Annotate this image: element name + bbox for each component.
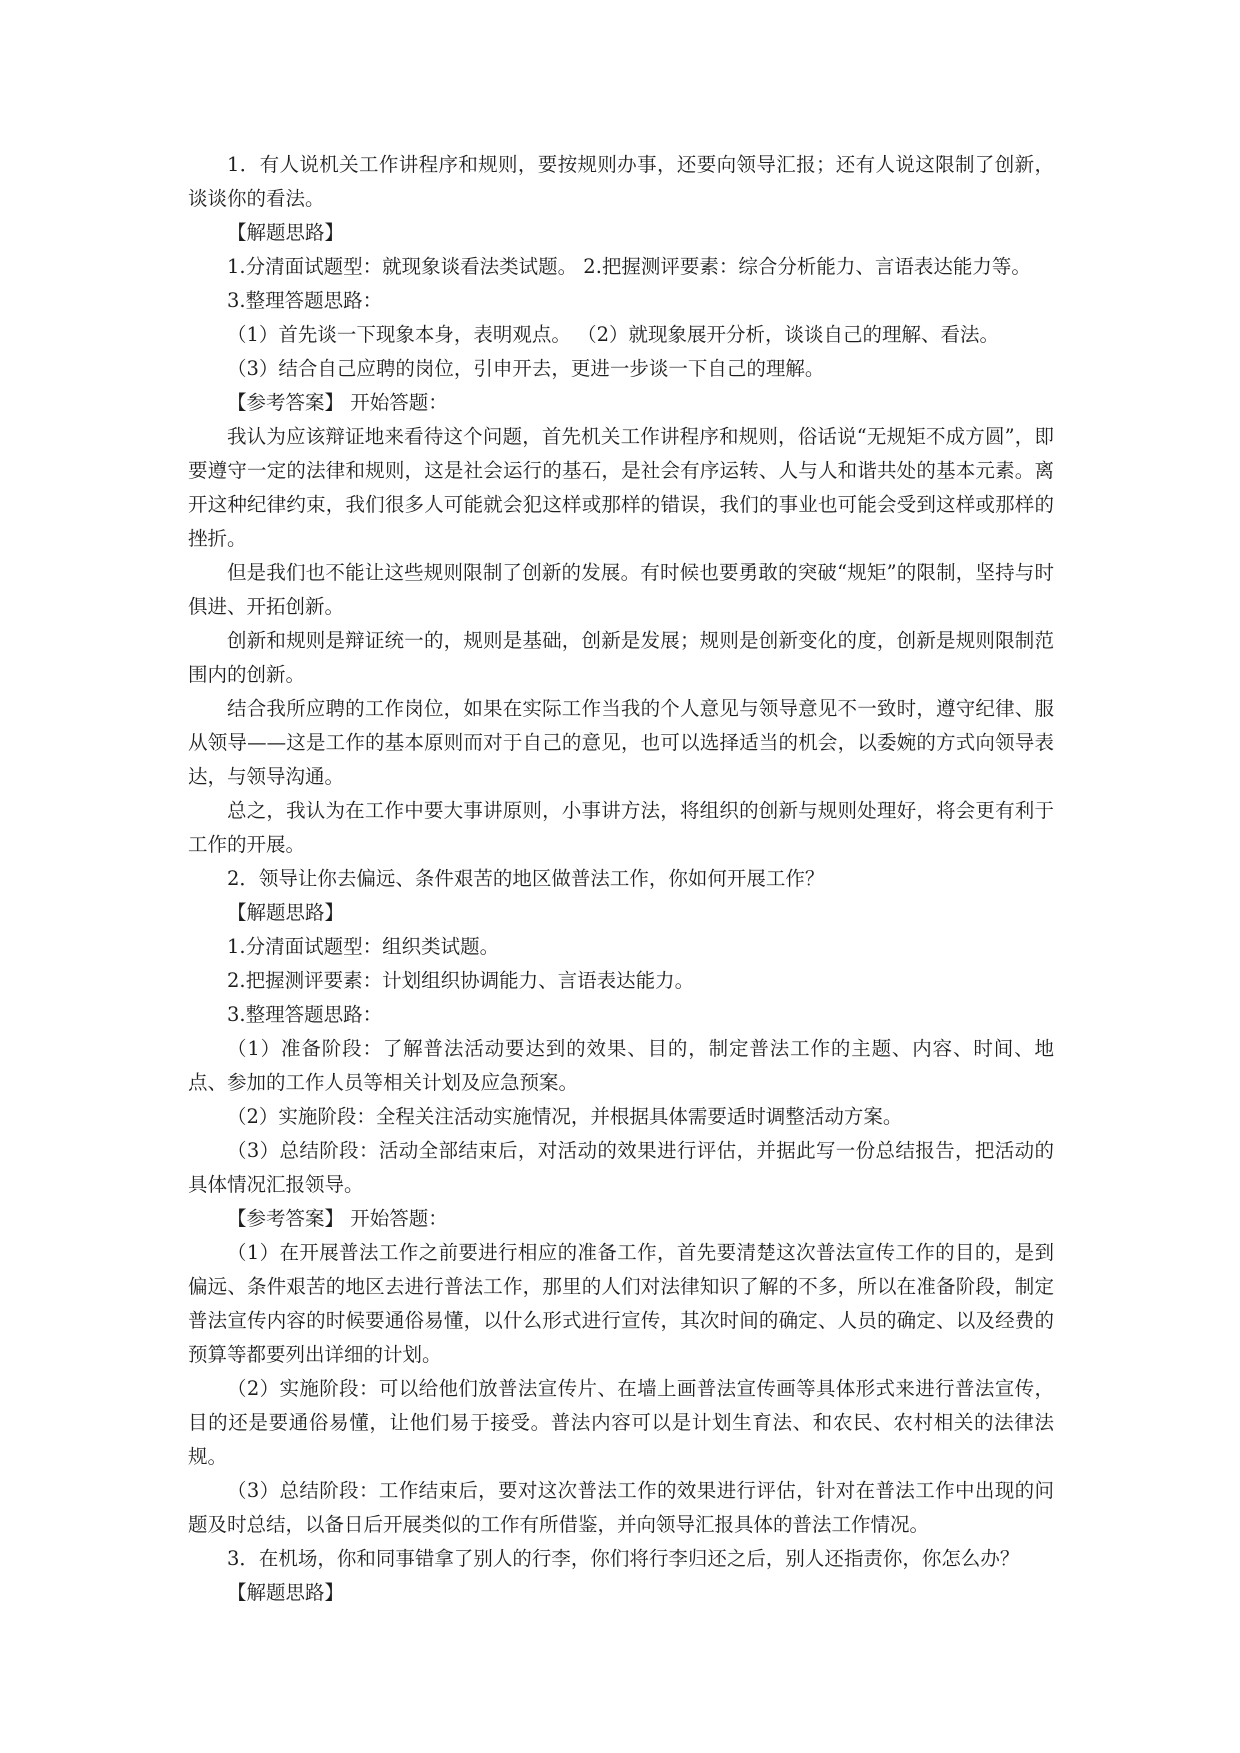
approach-substep: （2）实施阶段：全程关注活动实施情况，并根据具体需要适时调整活动方案。: [227, 1105, 903, 1128]
answer-paragraph: 但是我们也不能让这些规则限制了创新的发展。有时候也要勇敢的突破“规矩”的限制，坚持与时俱进、开拓创新。: [188, 561, 1054, 618]
section-heading-answer: 【参考答案】 开始答题：: [227, 1207, 448, 1230]
approach-substep: （3）总结阶段：活动全部结束后，对活动的效果进行评估，并据此写一份总结报告，把活动的具体情况汇报领导。: [188, 1139, 1054, 1196]
answer-paragraph: 结合我所应聘的工作岗位，如果在实际工作当我的个人意见与领导意见不一致时，遵守纪律、服从领导——这是工作的基本原则而对于自己的意见，也可以选择适当的机会，以委婉的方式向领导表达，与领导沟通。: [188, 697, 1054, 788]
approach-step: 1.分清面试题型：就现象谈看法类试题。 2.把握测评要素：综合分析能力、言语表达能力等。: [227, 255, 1031, 278]
answer-paragraph: （2）实施阶段：可以给他们放普法宣传片、在墙上画普法宣传画等具体形式来进行普法宣传，目的还是要通俗易懂，让他们易于接受。普法内容可以是计划生育法、和农民、农村相关的法律法规。: [188, 1377, 1054, 1468]
answer-paragraph: 我认为应该辩证地来看待这个问题，首先机关工作讲程序和规则，俗话说“无规矩不成方圆”，即要遵守一定的法律和规则，这是社会运行的基石，是社会有序运转、人与人和谐共处的基本元素。离开这种纪律约束，我们很多人可能就会犯这样或那样的错误，我们的事业也可能会受到这样或那样的挫折。: [188, 425, 1054, 550]
approach-step: 3.整理答题思路：: [227, 1003, 383, 1026]
document-page: [188, 148, 1054, 1610]
section-heading-answer: 【参考答案】 开始答题：: [227, 391, 448, 414]
question-3: 3．在机场，你和同事错拿了别人的行李，你们将行李归还之后，别人还指责你，你怎么办？: [227, 1547, 1020, 1570]
approach-substep: （3）结合自己应聘的岗位，引申开去，更进一步谈一下自己的理解。: [227, 357, 825, 380]
approach-substep: （1）首先谈一下现象本身，表明观点。 （2）就现象展开分析，谈谈自己的理解、看法。: [227, 323, 1000, 346]
answer-paragraph: （3）总结阶段：工作结束后，要对这次普法工作的效果进行评估，针对在普法工作中出现的问题及时总结，以备日后开展类似的工作有所借鉴，并向领导汇报具体的普法工作情况。: [188, 1479, 1054, 1536]
approach-substep: （1）准备阶段：了解普法活动要达到的效果、目的，制定普法工作的主题、内容、时间、地点、参加的工作人员等相关计划及应急预案。: [188, 1037, 1054, 1094]
answer-paragraph: 创新和规则是辩证统一的，规则是基础，创新是发展；规则是创新变化的度，创新是规则限制范围内的创新。: [188, 629, 1054, 686]
approach-step: 2.把握测评要素：计划组织协调能力、言语表达能力。: [227, 969, 695, 992]
section-heading-approach: 【解题思路】: [227, 221, 345, 244]
answer-paragraph: （1）在开展普法工作之前要进行相应的准备工作，首先要清楚这次普法宣传工作的目的，是到偏远、条件艰苦的地区去进行普法工作，那里的人们对法律知识了解的不多，所以在准备阶段，制定普法宣传内容的时候要通俗易懂，以什么形式进行宣传，其次时间的确定、人员的确定、以及经费的预算等都要列出详细的计划。: [188, 1241, 1054, 1366]
approach-step: 1.分清面试题型：组织类试题。: [227, 935, 500, 958]
answer-paragraph: 总之，我认为在工作中要大事讲原则，小事讲方法，将组织的创新与规则处理好，将会更有利于工作的开展。: [188, 799, 1054, 856]
section-heading-approach: 【解题思路】: [227, 901, 345, 924]
question-1: 1．有人说机关工作讲程序和规则，要按规则办事，还要向领导汇报；还有人说这限制了创新，谈谈你的看法。: [188, 153, 1054, 210]
section-heading-approach: 【解题思路】: [227, 1581, 345, 1604]
question-2: 2．领导让你去偏远、条件艰苦的地区做普法工作，你如何开展工作？: [227, 867, 825, 890]
approach-step: 3.整理答题思路：: [227, 289, 383, 312]
